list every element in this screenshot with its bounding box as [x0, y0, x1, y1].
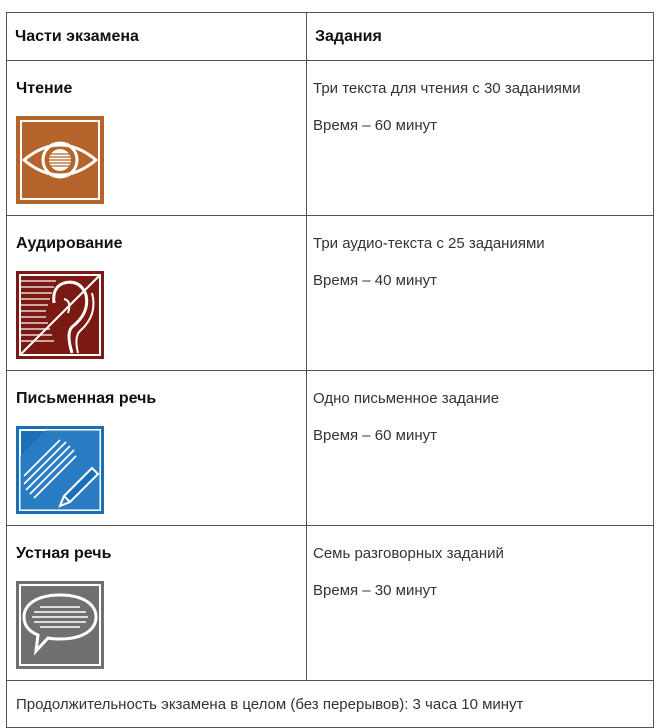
task-cell-listening [307, 216, 654, 371]
table-footer-row [7, 681, 654, 728]
time-text-reading: Время – 60 минут [313, 117, 437, 134]
task-text-listening: Три аудио-текста с 25 заданиями [313, 235, 545, 252]
part-name-speaking: Устная речь [16, 545, 112, 562]
reading-eye-icon [16, 116, 104, 204]
time-text-speaking: Время – 30 минут [313, 582, 437, 599]
time-text-listening: Время – 40 минут [313, 272, 437, 289]
part-name-writing: Письменная речь [16, 390, 157, 407]
table-row [7, 526, 654, 681]
task-cell-reading [307, 61, 654, 216]
task-text-speaking: Семь разговорных заданий [313, 545, 504, 562]
writing-pen-icon [16, 426, 104, 514]
part-cell-writing [7, 371, 307, 526]
listening-ear-icon [16, 271, 104, 359]
header-parts: Части экзамена [7, 13, 307, 61]
task-cell-writing [307, 371, 654, 526]
table-row [7, 216, 654, 371]
table-row [7, 61, 654, 216]
part-name-reading: Чтение [16, 80, 73, 97]
header-tasks: Задания [307, 13, 654, 61]
part-cell-speaking [7, 526, 307, 681]
time-text-writing: Время – 60 минут [313, 427, 437, 444]
table-header-row [7, 13, 654, 61]
part-cell-reading [7, 61, 307, 216]
task-text-writing: Одно письменное задание [313, 390, 500, 407]
part-cell-listening [7, 216, 307, 371]
speech-bubble-icon [16, 581, 104, 669]
part-name-listening: Аудирование [16, 235, 123, 252]
task-text-reading: Три текста для чтения с 30 заданиями [313, 80, 581, 97]
task-cell-speaking [307, 526, 654, 681]
total-duration: Продолжительность экзамена в целом (без перерывов): 3 часа 10 минут [7, 681, 654, 728]
exam-structure-table [6, 12, 654, 728]
table-row [7, 371, 654, 526]
